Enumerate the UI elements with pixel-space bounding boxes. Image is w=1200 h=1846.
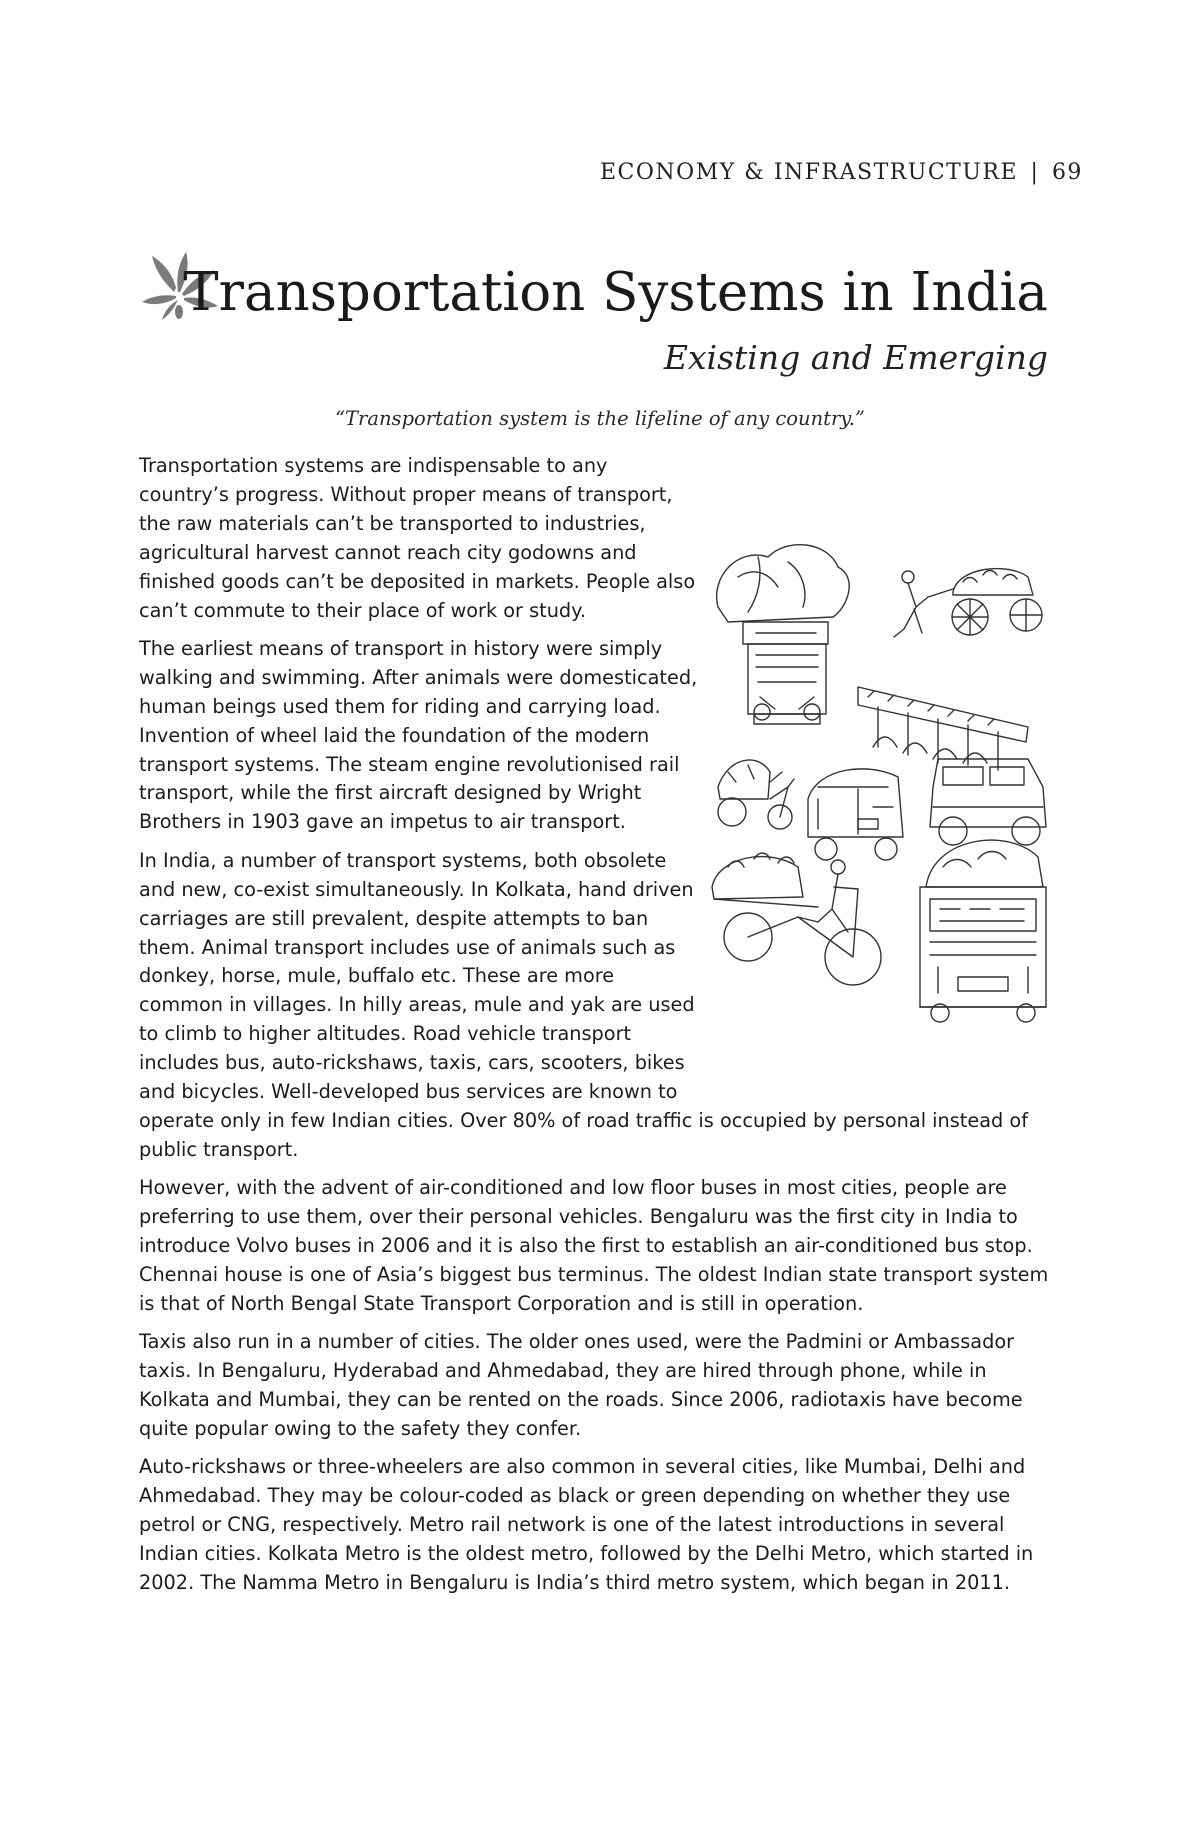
page-title: Transportation Systems in India (183, 262, 1048, 323)
paragraph-1: Transportation systems are indispensable to any country’s progress. Without proper means of transport, the raw materials can’t be transported to industries, agricultural harvest cannot reach city godowns and finished goods can’t be deposited in markets. People also can’t commute to their place of work or study. (139, 454, 696, 622)
paragraph-2: The earliest means of transport in history were simply walking and swimming. After animals were domesticated, human beings used them for riding and carrying load. Invention of wheel laid the foundation of the modern transport systems. The steam engine revolutionised rail transport, while the first aircraft designed by Wright Brothers in 1903 gave an impetus to air transport. (139, 636, 698, 834)
loaded-truck-sketch (717, 545, 850, 724)
train-on-bridge-sketch (858, 687, 1028, 770)
section-name: ECONOMY & INFRASTRUCTURE (600, 160, 1019, 185)
cycle-rickshaw-sketch (718, 760, 794, 829)
paragraph-6: Auto-rickshaws or three-wheelers are also common in several cities, like Mumbai, Delhi and Ahmedabad. They may be colour-coded as black or green depending on whether they use petrol or CNG, respectively. Metro rail network is one of the latest introductions in several Indian cities. Kolkata Metro is the oldest metro, followed by the Delhi Metro, which started in 2002. The Namma Metro in Bengaluru is India’s third metro system, which began in 2011. (139, 1455, 1034, 1595)
hand-cart-sketch (894, 569, 1042, 637)
title-row (140, 250, 1060, 340)
page-number: 69 (1051, 160, 1083, 185)
paragraph-3: In India, a number of transport systems, both obsolete and new, co-exist simultaneously. In Kolkata, hand driven carriages are still prevalent, despite attempts to ban them. Animal transport includes use of animals such as donkey, horse, mule, buffalo etc. These are more common in villages. In hilly areas, mule and yak are used to climb to higher altitudes. Road vehicle transport includes bus, auto-rickshaws, taxis, cars, scooters, bikes and bicycles. Well-developed bus services are known to operate only in few Indian cities. Over 80% of road traffic is occupied by personal instead of public transport. (139, 848, 1028, 1161)
paragraph-5: Taxis also run in a number of cities. The older ones used, were the Padmini or Ambassador taxis. In Bengaluru, Hyderabad and Ahmedabad, they are hired through phone, while in Kolkata and Mumbai, they can be rented on the roads. Since 2006, radiotaxis have become quite popular owing to the safety they confer. (139, 1330, 1023, 1440)
epigraph-quote: “Transportation system is the lifeline of any country.” (335, 407, 865, 430)
paragraph-4: However, with the advent of air-conditioned and low floor buses in most cities, people are preferring to use them, over their personal vehicles. Bengaluru was the first city in India to introduce Volvo buses in 2006 and it is also the first to establish an air-conditioned bus stop. Chennai house is one of Asia’s biggest bus terminus. The oldest Indian state transport system is that of North Bengal State Transport Corporation and is still in operation. (139, 1176, 1049, 1315)
transport-sketches-image (708, 537, 1054, 1037)
loaded-bicycle-sketch (712, 853, 881, 985)
jeep-sketch (930, 759, 1046, 845)
page-subtitle: Existing and Emerging (663, 338, 1048, 377)
bus-front-sketch (920, 840, 1046, 1022)
running-head (600, 160, 1083, 185)
auto-rickshaw-sketch (808, 769, 903, 860)
header-separator: | (1030, 160, 1040, 185)
